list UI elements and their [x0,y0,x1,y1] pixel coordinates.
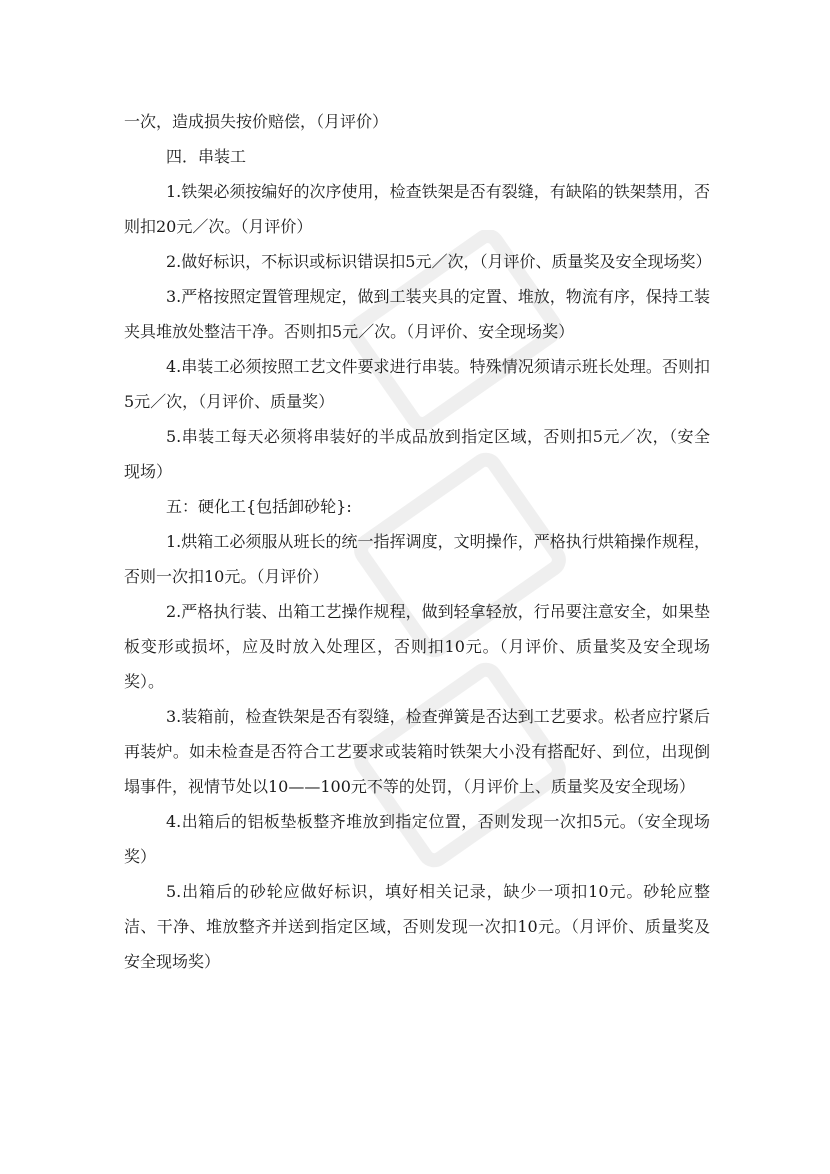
paragraph: 2.严格执行装、出箱工艺操作规程，做到轻拿轻放，行吊要注意安全，如果垫板变形或损坏，应及时放入处理区，否则扣10元。（月评价、质量奖及安全现场奖）。 [124,602,710,691]
paragraph: 3.装箱前，检查铁架是否有裂缝，检查弹簧是否达到工艺要求。松者应拧紧后再装炉。如未检查是否符合工艺要求或装箱时铁架大小没有搭配好、到位，出现倒塌事件，视情节处以10——100元不等的处罚，（月评价上、质量奖及安全现场） [124,707,710,796]
paragraph: 3.严格按照定置管理规定，做到工装夹具的定置、堆放，物流有序，保持工装夹具堆放处整洁干净。否则扣5元／次。（月评价、安全现场奖） [124,287,710,341]
document-body [124,104,710,979]
paragraph: 1.铁架必须按编好的次序使用，检查铁架是否有裂缝，有缺陷的铁架禁用，否则扣20元／次。（月评价） [124,182,710,236]
paragraph: 一次，造成损失按价赔偿，（月评价） [124,112,389,131]
paragraph: 4.出箱后的铝板垫板整齐堆放到指定位置，否则发现一次扣5元。（安全现场奖） [124,812,710,866]
paragraph: 1.烘箱工必须服从班长的统一指挥调度，文明操作，严格执行烘箱操作规程，否则一次扣10元。（月评价） [124,532,710,586]
paragraph: 5.出箱后的砂轮应做好标识，填好相关记录，缺少一项扣10元。砂轮应整洁、干净、堆放整齐并送到指定区域，否则发现一次扣10元。（月评价、质量奖及安全现场奖） [124,882,710,971]
paragraph: 2.做好标识，不标识或标识错误扣5元／次，（月评价、质量奖及安全现场奖） [166,252,712,271]
paragraph: 5.串装工每天必须将串装好的半成品放到指定区域，否则扣5元／次，（安全现场） [124,427,710,481]
paragraph: 4.串装工必须按照工艺文件要求进行串装。特殊情况须请示班长处理。否则扣5元／次，（月评价、质量奖） [124,357,710,411]
section-heading-5: 五：硬化工{包括卸砂轮}: [166,497,352,516]
section-heading-4: 四．串装工 [166,147,247,166]
